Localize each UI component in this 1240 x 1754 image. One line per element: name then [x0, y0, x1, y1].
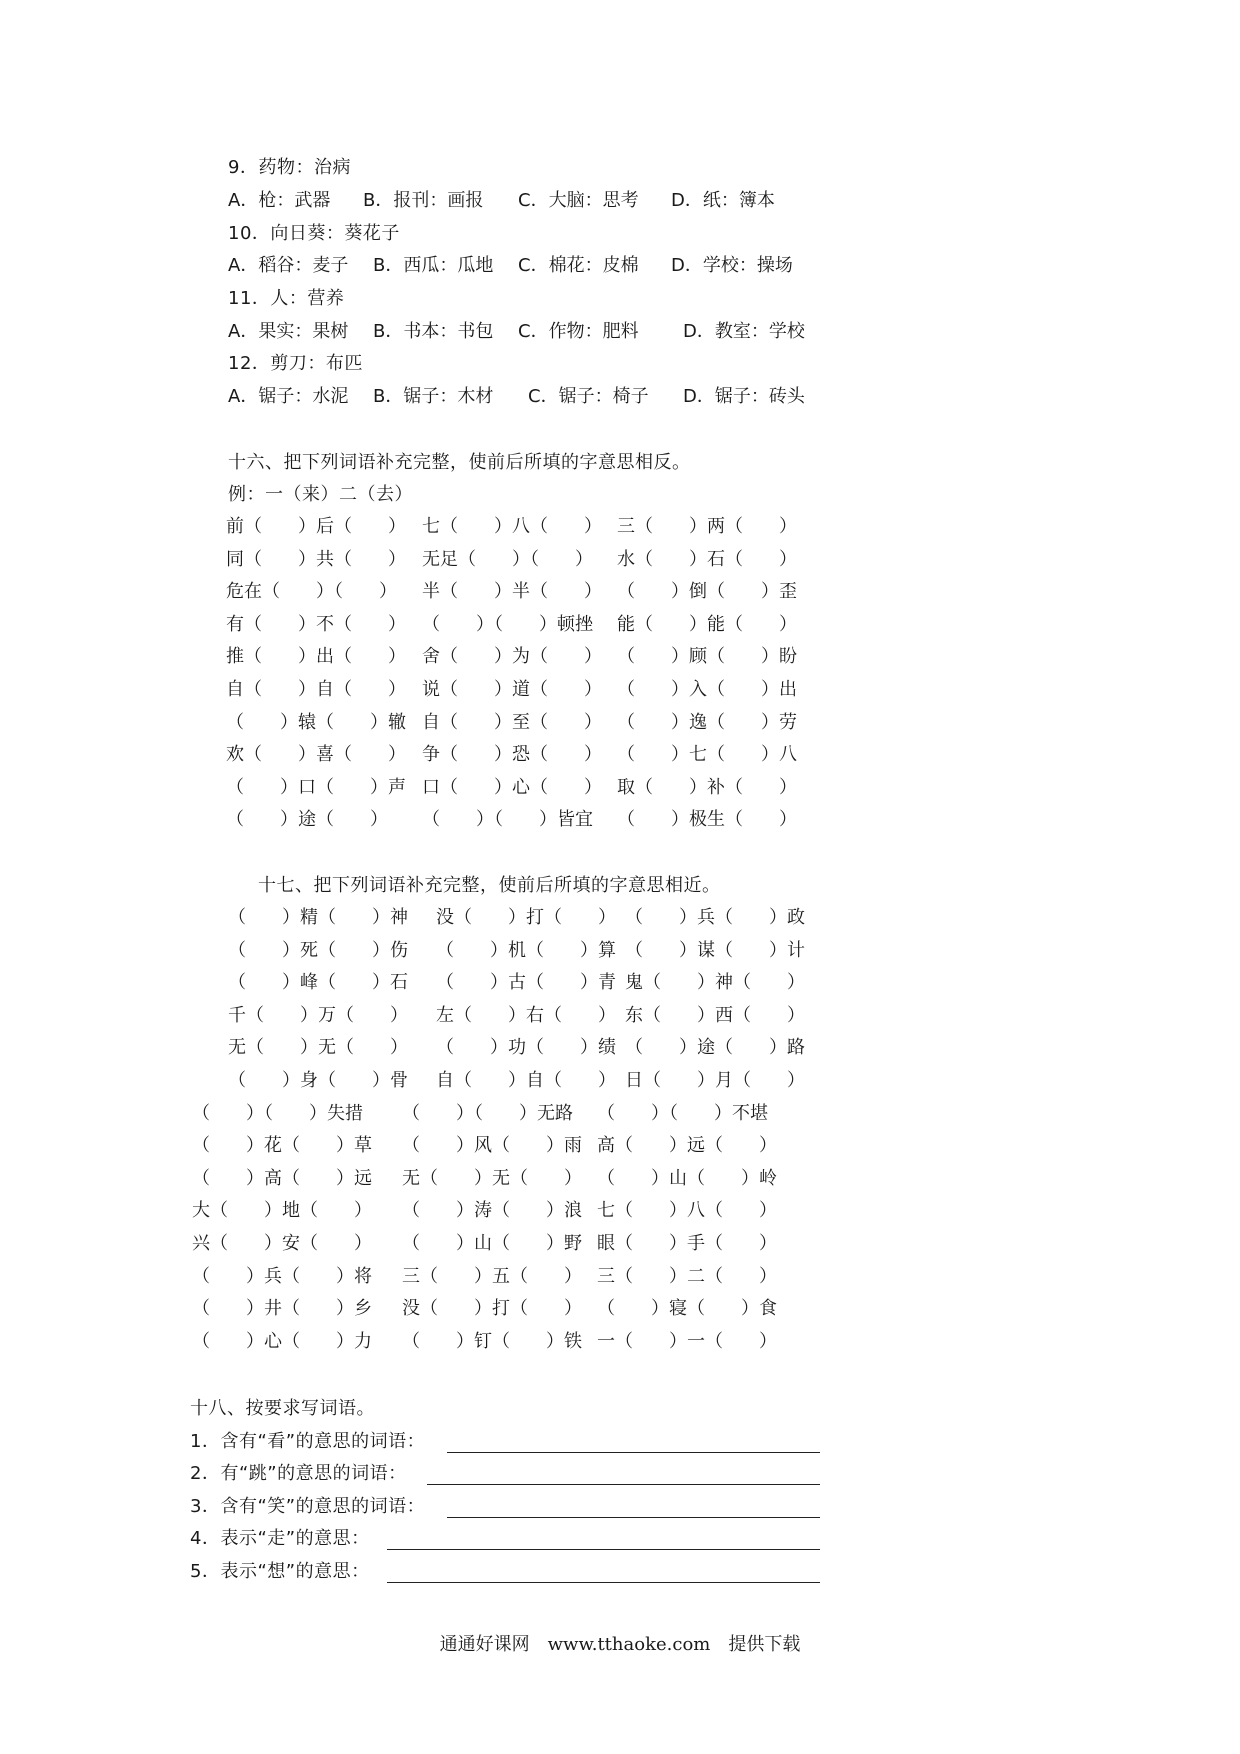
- fill-in-phrase[interactable]: 自（ ）自（ ）: [226, 679, 406, 700]
- fill-in-phrase[interactable]: 能（ ）能（ ）: [617, 613, 797, 635]
- fill-in-phrase[interactable]: 半（ ）半（ ）: [422, 581, 602, 603]
- prompt-4: 4．表示“走”的意思：: [190, 1528, 370, 1549]
- option-c: C．棉花：皮棉: [518, 255, 639, 276]
- answer-line-2[interactable]: [427, 1484, 820, 1485]
- fill-in-phrase[interactable]: 兴（ ）安（ ）: [192, 1233, 372, 1254]
- option-c: C．锯子：椅子: [528, 386, 649, 407]
- fill-in-phrase[interactable]: 取（ ）补（ ）: [617, 776, 797, 798]
- prompt-3: 3．含有“笑”的意思的词语：: [190, 1496, 426, 1517]
- fill-in-phrase[interactable]: （ ）古（ ）青: [436, 972, 616, 994]
- fill-in-phrase[interactable]: 一（ ）一（ ）: [597, 1330, 777, 1352]
- fill-in-phrase[interactable]: （ ）井（ ）乡: [192, 1298, 372, 1320]
- prompt-5: 5．表示“想”的意思：: [190, 1561, 370, 1582]
- fill-in-phrase[interactable]: （ ）风（ ）雨: [402, 1135, 582, 1157]
- option-d: D．纸：簿本: [671, 190, 775, 211]
- fill-in-phrase[interactable]: （ ）机（ ）算: [436, 939, 616, 961]
- fill-in-phrase[interactable]: 眼（ ）手（ ）: [597, 1233, 777, 1254]
- fill-in-phrase[interactable]: 水（ ）石（ ）: [617, 548, 797, 570]
- fill-in-phrase[interactable]: 说（ ）道（ ）: [422, 679, 602, 700]
- fill-in-phrase[interactable]: （ ）精（ ）神: [228, 907, 408, 928]
- question-11: 11．人：营养: [228, 288, 345, 309]
- section-18-title: 十八、按要求写词语。: [190, 1398, 375, 1419]
- prompt-1: 1．含有“看”的意思的词语：: [190, 1431, 426, 1452]
- option-c: C．大脑：思考: [518, 190, 639, 211]
- section-16-example: 例：一（来）二（去）: [228, 484, 413, 505]
- fill-in-phrase[interactable]: 高（ ）远（ ）: [597, 1135, 777, 1157]
- option-a: A．枪：武器: [228, 190, 331, 211]
- fill-in-phrase[interactable]: （ ）山（ ）岭: [597, 1167, 777, 1189]
- option-d: D．锯子：砖头: [683, 386, 805, 407]
- fill-in-phrase[interactable]: 争（ ）恐（ ）: [422, 744, 602, 766]
- question-10: 10．向日葵：葵花子: [228, 223, 400, 244]
- fill-in-phrase[interactable]: （ ）钉（ ）铁: [402, 1330, 582, 1352]
- option-b: B．锯子：木材: [373, 386, 494, 407]
- section-17-title: 十七、把下列词语补充完整，使前后所填的字意思相近。: [258, 875, 721, 896]
- fill-in-phrase[interactable]: 口（ ）心（ ）: [422, 776, 602, 798]
- footer-credit: 通通好课网 www.tthaoke.com 提供下载: [439, 1634, 801, 1655]
- fill-in-phrase[interactable]: （ ）花（ ）草: [192, 1135, 372, 1157]
- fill-in-phrase[interactable]: 前（ ）后（ ）: [226, 516, 406, 537]
- fill-in-phrase[interactable]: （ ）（ ）顿挫: [422, 613, 593, 635]
- answer-line-1[interactable]: [447, 1452, 820, 1453]
- answer-line-4[interactable]: [387, 1549, 820, 1550]
- fill-in-phrase[interactable]: （ ）谋（ ）计: [625, 939, 805, 961]
- option-d: D．学校：操场: [671, 255, 793, 276]
- fill-in-phrase[interactable]: （ ）极生（ ）: [617, 809, 797, 831]
- fill-in-phrase[interactable]: 推（ ）出（ ）: [226, 646, 406, 668]
- fill-in-phrase[interactable]: 日（ ）月（ ）: [625, 1070, 805, 1091]
- fill-in-phrase[interactable]: 无足（ ）（ ）: [422, 548, 593, 570]
- fill-in-phrase[interactable]: （ ）功（ ）绩: [436, 1037, 616, 1059]
- fill-in-phrase[interactable]: 有（ ）不（ ）: [226, 613, 406, 635]
- fill-in-phrase[interactable]: 无（ ）无（ ）: [402, 1167, 582, 1189]
- fill-in-phrase[interactable]: （ ）入（ ）出: [617, 679, 797, 700]
- fill-in-phrase[interactable]: 鬼（ ）神（ ）: [625, 972, 805, 994]
- fill-in-phrase[interactable]: （ ）途（ ）路: [625, 1037, 805, 1059]
- fill-in-phrase[interactable]: 七（ ）八（ ）: [422, 516, 602, 537]
- fill-in-phrase[interactable]: （ ）峰（ ）石: [228, 972, 408, 994]
- answer-line-5[interactable]: [387, 1582, 820, 1583]
- fill-in-phrase[interactable]: （ ）辕（ ）辙: [226, 711, 406, 733]
- fill-in-phrase[interactable]: 三（ ）五（ ）: [402, 1265, 582, 1287]
- fill-in-phrase[interactable]: （ ）逸（ ）劳: [617, 711, 797, 733]
- fill-in-phrase[interactable]: 自（ ）自（ ）: [436, 1070, 616, 1091]
- option-a: A．稻谷：麦子: [228, 255, 349, 276]
- fill-in-phrase[interactable]: （ ）顾（ ）盼: [617, 646, 797, 668]
- option-c: C．作物：肥料: [518, 321, 639, 342]
- fill-in-phrase[interactable]: 欢（ ）喜（ ）: [226, 744, 406, 766]
- option-b: B．西瓜：瓜地: [373, 255, 494, 276]
- fill-in-phrase[interactable]: （ ）兵（ ）将: [192, 1265, 372, 1287]
- fill-in-phrase[interactable]: （ ）（ ）皆宜: [422, 809, 593, 831]
- fill-in-phrase[interactable]: （ ）心（ ）力: [192, 1330, 372, 1352]
- fill-in-phrase[interactable]: 大（ ）地（ ）: [192, 1200, 372, 1222]
- fill-in-phrase[interactable]: （ ）涛（ ）浪: [402, 1200, 582, 1222]
- fill-in-phrase[interactable]: 没（ ）打（ ）: [402, 1298, 582, 1320]
- fill-in-phrase[interactable]: （ ）（ ）无路: [402, 1102, 573, 1124]
- fill-in-phrase[interactable]: 三（ ）二（ ）: [597, 1265, 777, 1287]
- fill-in-phrase[interactable]: （ ）（ ）失措: [192, 1102, 363, 1124]
- fill-in-phrase[interactable]: （ ）倒（ ）歪: [617, 581, 797, 603]
- fill-in-phrase[interactable]: （ ）山（ ）野: [402, 1233, 582, 1254]
- question-9: 9．药物：治病: [228, 157, 351, 178]
- fill-in-phrase[interactable]: 左（ ）右（ ）: [436, 1004, 616, 1026]
- option-a: A．锯子：水泥: [228, 386, 349, 407]
- fill-in-phrase[interactable]: 没（ ）打（ ）: [436, 907, 616, 928]
- fill-in-phrase[interactable]: 舍（ ）为（ ）: [422, 646, 602, 668]
- option-a: A．果实：果树: [228, 321, 349, 342]
- section-16-title: 十六、把下列词语补充完整，使前后所填的字意思相反。: [228, 452, 691, 473]
- fill-in-phrase[interactable]: （ ）寝（ ）食: [597, 1298, 777, 1320]
- fill-in-phrase[interactable]: （ ）途（ ）: [226, 809, 388, 831]
- fill-in-phrase[interactable]: （ ）七（ ）八: [617, 744, 797, 766]
- fill-in-phrase[interactable]: （ ）身（ ）骨: [228, 1070, 408, 1091]
- fill-in-phrase[interactable]: （ ）口（ ）声: [226, 776, 406, 798]
- fill-in-phrase[interactable]: （ ）（ ）不堪: [597, 1102, 768, 1124]
- answer-line-3[interactable]: [447, 1517, 820, 1518]
- option-b: B．书本：书包: [373, 321, 494, 342]
- option-d: D．教室：学校: [683, 321, 805, 342]
- fill-in-phrase[interactable]: 同（ ）共（ ）: [226, 548, 406, 570]
- fill-in-phrase[interactable]: 东（ ）西（ ）: [625, 1004, 805, 1026]
- question-12: 12．剪刀：布匹: [228, 353, 363, 374]
- fill-in-phrase[interactable]: 危在（ ）（ ）: [226, 581, 397, 603]
- fill-in-phrase[interactable]: 自（ ）至（ ）: [422, 711, 602, 733]
- prompt-2: 2．有“跳”的意思的词语：: [190, 1463, 407, 1484]
- fill-in-phrase[interactable]: （ ）死（ ）伤: [228, 939, 408, 961]
- option-b: B．报刊：画报: [363, 190, 484, 211]
- fill-in-phrase[interactable]: （ ）高（ ）远: [192, 1167, 372, 1189]
- fill-in-phrase[interactable]: 七（ ）八（ ）: [597, 1200, 777, 1222]
- fill-in-phrase[interactable]: （ ）兵（ ）政: [625, 907, 805, 928]
- fill-in-phrase[interactable]: 千（ ）万（ ）: [228, 1004, 408, 1026]
- fill-in-phrase[interactable]: 三（ ）两（ ）: [617, 516, 797, 537]
- fill-in-phrase[interactable]: 无（ ）无（ ）: [228, 1037, 408, 1059]
